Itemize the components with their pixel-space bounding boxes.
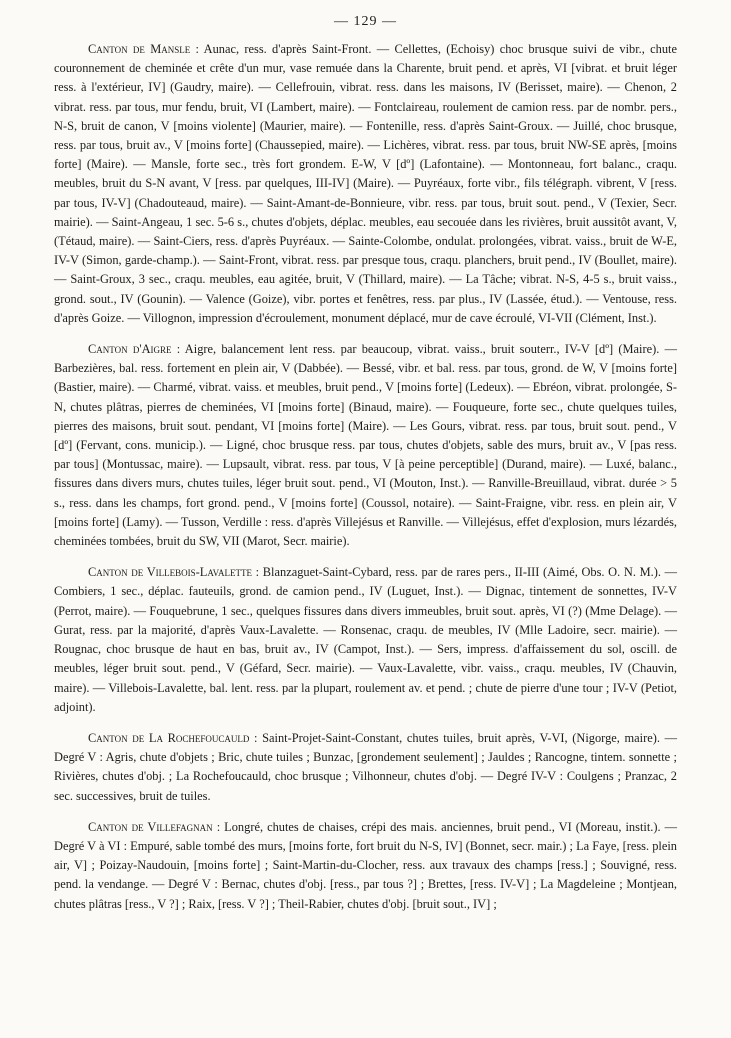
canton-heading: Canton de Mansle : (88, 42, 199, 56)
canton-heading: Canton de Villefagnan : (88, 819, 221, 834)
canton-villebois-lavalette-paragraph (54, 563, 677, 717)
canton-villefagnan-paragraph (54, 818, 677, 914)
canton-report-text: Saint-Projet-Saint-Constant, chutes tuiles, bruit après, V-VI, (Nigorge, maire). — Degré V : Agris, chute d'objets ; Bric, chute tuiles ; Bunzac, [grondement seulement] ; Jauldes ; Rancogne, tintem. sonnette ; Rivières, chutes d'obj. ; La Rochefoucauld, choc brusque ; Vilhonneur, chutes d'obj. — Degré IV-V : Coulgens ; Pranzac, 2 sec. successives, bruit de tuiles. (54, 730, 677, 803)
canton-report-text: Aigre, balancement lent ress. par beaucoup, vibrat. vaiss., bruit souterr., IV-V [dº] (Maire). — Barbezières, bal. ress. fortement en plein air, V (Dabbée). — Bessé, vibr. et bal. ress. par tous, grond. de W, V [moins forte] (Bastier, maire). — Charmé, vibrat. vaiss. et meubles, bruit pend., V [moins forte] (Ledeux). — Ebréon, vibrat. prolongée, S-N, chutes plâtras, pierres de cheminées, VI [moins forte] (Binaud, maire). — Fouqueure, forte sec., chute quelques tuiles, pierres des maisons, bruit sout. pendant, VI [moins forte] (Maire). — Les Gours, vibrat. ress. par tous, bruit sout. pend., V [dº] (Fervant, cons. municip.). — Ligné, choc brusque ress. par tous, chutes d'objets, sable des murs, bruit av., V [pas ress. par tous] (Montussac, maire). — Lupsault, vibrat. ress. par tous, V [à peine perceptible] (Durand, maire). — Luxé, balanc., fissures dans divers murs, chutes tuiles, léger bruit sout. pend., VI (Mouton, Inst.). — Ranville-Breuillaud, vibrat. durée > 5 s., ress. dans les champs, fort grond. pend., V [moins forte] (Coussol, notaire). — Saint-Fraigne, vibr. ress. en plein air, V [moins forte] (Lamy). — Tusson, Verdille : ress. d'après Villejésus et Ranville. — Villejésus, effet d'explosion, murs lézardés, cheminées tombées, bruit du SW, VII (Marot, Secr. mairie). (54, 342, 677, 549)
canton-heading: Canton d'Aigre : (88, 342, 181, 357)
canton-heading: Canton de La Rochefoucauld : (88, 730, 258, 745)
canton-mansle-paragraph (54, 40, 677, 328)
canton-heading: Canton de Villebois-Lavalette : (88, 565, 260, 580)
canton-report-text: Longré, chutes de chaises, crépi des mais. anciennes, bruit pend., VI (Moreau, instit.). — Degré V à VI : Empuré, sable tombé des murs, [moins forte, fort bruit du N-S, IV] (Bonnet, secr. mair.) ; La Faye, [ress. plein air, V] ; Poizay-Naudouin, [moins forte] ; Saint-Martin-du-Clocher, ress. aux travaux des champs [ress.] ; Souvigné, ress. pend. la vendange. — Degré V : Bernac, chutes d'obj. [ress., par tous ?] ; Brettes, [ress. IV-V] ; La Magdeleine ; Montjean, chutes plâtras [ress., V ?] ; Raix, [ress. V ?] ; Theil-Rabier, chutes d'obj. [bruit sout., IV] ; (54, 819, 677, 911)
canton-la-rochefoucauld-paragraph (54, 729, 677, 806)
page-number: — 129 — (334, 14, 397, 29)
canton-aigre-paragraph (54, 340, 677, 551)
canton-report-text: Aunac, ress. d'après Saint-Front. — Cellettes, (Echoisy) choc brusque suivi de vibr., chute couronnement de cheminée et crête d'un mur, vase remuée dans la Charente, bruit pend. et après, VI [vibrat. et bruit léger ress. à l'extérieur, IV] (Gaudry, maire). — Cellefrouin, vibrat. ress. dans les maisons, IV (Berisset, maire). — Chenon, 2 vibrat. ress. par tous, mur fendu, bruit, VI (Lambert, maire). — Fontclaireau, roulement de camion ress. par de nombr. pers., N-S, bruit de canon, V [moins violente] (Maurier, maire). — Fontenille, ress. d'après Saint-Groux. — Juillé, choc brusque, ress. par tous, bruit av., V [moins forte] (Chaussepied, maire). — Lichères, vibrat. ress. par tous, bruit NW-SE après, [moins forte] (Maire). — Mansle, forte sec., très fort grondem. E-W, V [dº] (Lafontaine). — Montonneau, fort balanc., craqu. meubles, bruit du S-N avant, V [ress. par quelques, III-IV] (Maire). — Puyréaux, forte vibr., fils télégraph. vibrent, V [ress. par tous, IV-V] (Chadouteaud, maire). — Saint-Amant-de-Bonnieure, vibr. ress. par tous, bruit sout. pend., V (Texier, Secr. mairie). — Saint-Angeau, 1 sec. 5-6 s., chutes d'objets, déplac. meubles, eau secouée dans les rivières, bruit aussitôt avant, V, (Tétaud, maire). — Saint-Ciers, ress. d'après Puyréaux. — Sainte-Colombe, ondulat. prolongées, vibrat. vaiss., bruit de W-E, IV-V (Simon, garde-champ.). — Saint-Front, vibrat. ress. par presque tous, craqu. planchers, bruit pend., IV (Boullet, maire). — Saint-Groux, 3 sec., craqu. meubles, eau agitée, bruit, V (Thillard, maire). — La Tâche; vibrat. N-S, 4-5 s., bruit vaiss., grond. sout., IV (Gounin). — Valence (Goize), vibr. portes et fenêtres, ress. par plus., IV (Lassée, étud.). — Ventouse, ress. d'après Goize. — Villognon, impression d'écroulement, monument déplacé, mur de cave écroulé, VI-VII (Clément, Inst.). (54, 42, 677, 325)
canton-report-text: Blanzaguet-Saint-Cybard, ress. par de rares pers., II-III (Aimé, Obs. O. N. M.). — Combiers, 1 sec., déplac. fauteuils, grond. de camion pend., IV (Luguet, Inst.). — Dignac, tintement de sonnettes, IV-V (Perrot, maire). — Fouquebrune, 1 sec., quelques fissures dans divers immeubles, bruit sout. après, VI (?) (Mme Delage). — Gurat, ress. par la majorité, d'après Vaux-Lavalette. — Ronsenac, craqu. de meubles, IV (Mlle Ladoire, secr. mairie). — Rougnac, choc brusque de haut en bas, bruit av., IV (Campot, Inst.). — Sers, impress. d'affaissement du sol, oscill. de meubles, léger bruit sout. pend., V (Géfard, Secr. mairie). — Vaux-Lavalette, vibr. vaiss., craqu. meubles, IV (Chauvin, maire). — Villebois-Lavalette, bal. lent. ress. par la plupart, roulement av. et pend. ; chute de pierre d'une tour ; IV-V (Petiot, adjoint). (54, 565, 677, 714)
